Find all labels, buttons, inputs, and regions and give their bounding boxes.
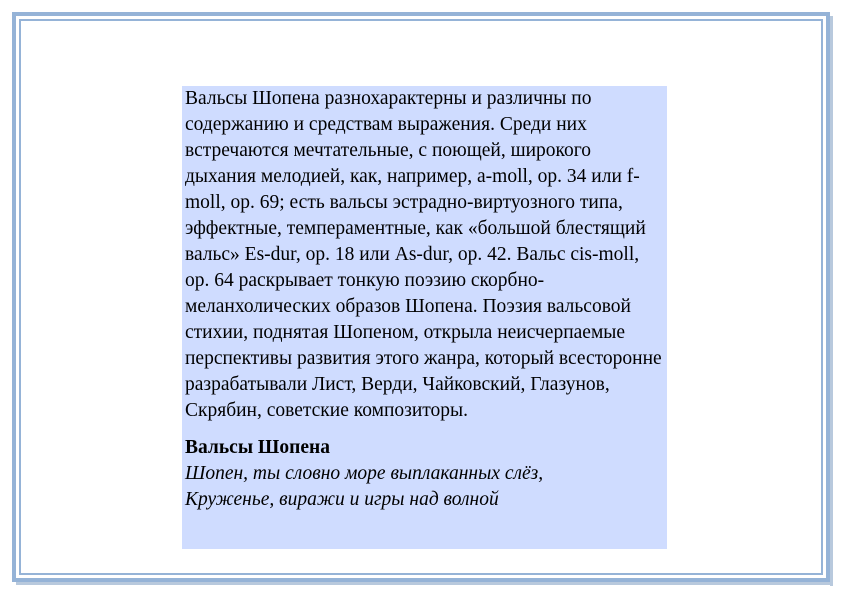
poem-line-2: Круженье, виражи и игры над волной xyxy=(185,489,499,510)
slide-shadow-bottom xyxy=(16,582,833,585)
slide-shadow-right xyxy=(830,16,833,586)
poem-line-1: Шопен, ты словно море выплаканных слёз, xyxy=(185,463,544,484)
poem-title: Вальсы Шопена xyxy=(185,437,330,458)
body-paragraph: Вальсы Шопена разнохарактерны и различны по содержанию и средствам выражения. Среди них встречаются мечтательные, с поющей, широкого дыхания мелодией, как, например, a-moll, op. 34 или f-moll, op. 69; есть вальсы эстрадно-виртуозного типа, эффектные, темпераментные, как «большой блестящий вальс» Es-dur, op. 18 или As-dur, op. 42. Вальс cis-moll, op. 64 раскрывает тонкую поэзию скорбно-меланхолических образов Шопена. Поэзия вальсовой стихии, поднятая Шопеном, открыла неисчерпаемые перспективы развития этого жанра, который всесторонне разрабатывали Лист, Верди, Чайковский, Глазунов, Скрябин, советские композиторы. xyxy=(185,88,662,421)
slide-text-box xyxy=(182,86,667,549)
